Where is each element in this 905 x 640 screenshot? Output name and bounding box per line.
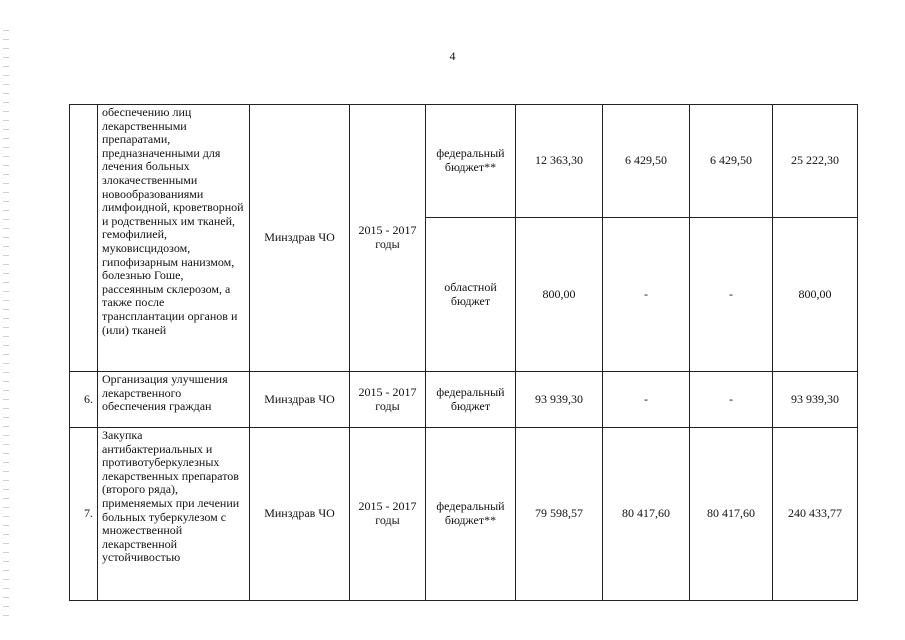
table-row	[70, 105, 858, 218]
amount-total: 240 433,77	[773, 428, 858, 601]
row-number: 7.	[70, 428, 98, 601]
amount-2016: -	[603, 218, 690, 372]
amount-2017: -	[690, 372, 773, 428]
executor: Минздрав ЧО	[250, 372, 350, 428]
amount-2016: -	[603, 372, 690, 428]
amount-2015: 79 598,57	[516, 428, 603, 601]
amount-total: 25 222,30	[773, 105, 858, 218]
amount-total: 93 939,30	[773, 372, 858, 428]
activity-name: Закупка антибактериальных и противотуберкулезных лекарственных препаратов (второго ряда), применяемых при лечении больных туберкулезом с множественной лекарственной устойчивостью	[98, 428, 250, 601]
amount-2015: 93 939,30	[516, 372, 603, 428]
funding-source: федеральный бюджет**	[426, 105, 516, 218]
activity-name: обеспечению лиц лекарственными препаратами, предназначенными для лечения больных злокачественными новообразованиями лимфоидной, кроветворной и родственных им тканей, гемофилией, муковисцидозом, гипофизарным нанизмом, болезнью Гоше, рассеянным склерозом, а также после трансплантации органов и (или) тканей	[98, 105, 250, 372]
page-number: 4	[449, 49, 456, 63]
funding-source: областной бюджет	[426, 218, 516, 372]
period: 2015 - 2017 годы	[350, 105, 426, 372]
row-number	[70, 105, 98, 372]
amount-2016: 80 417,60	[603, 428, 690, 601]
activity-name: Организация улучшения лекарственного обеспечения граждан	[98, 372, 250, 428]
row-number: 6.	[70, 372, 98, 428]
executor: Минздрав ЧО	[250, 428, 350, 601]
amount-2017: 80 417,60	[690, 428, 773, 601]
scan-margin-marks	[3, 30, 9, 620]
table-row	[70, 428, 858, 601]
funding-source: федеральный бюджет	[426, 372, 516, 428]
amount-2015: 800,00	[516, 218, 603, 372]
period: 2015 - 2017 годы	[350, 428, 426, 601]
executor: Минздрав ЧО	[250, 105, 350, 372]
amount-2017: 6 429,50	[690, 105, 773, 218]
program-funding-table	[69, 104, 858, 601]
period: 2015 - 2017 годы	[350, 372, 426, 428]
amount-total: 800,00	[773, 218, 858, 372]
funding-source: федеральный бюджет**	[426, 428, 516, 601]
amount-2017: -	[690, 218, 773, 372]
table-row	[70, 372, 858, 428]
amount-2016: 6 429,50	[603, 105, 690, 218]
amount-2015: 12 363,30	[516, 105, 603, 218]
